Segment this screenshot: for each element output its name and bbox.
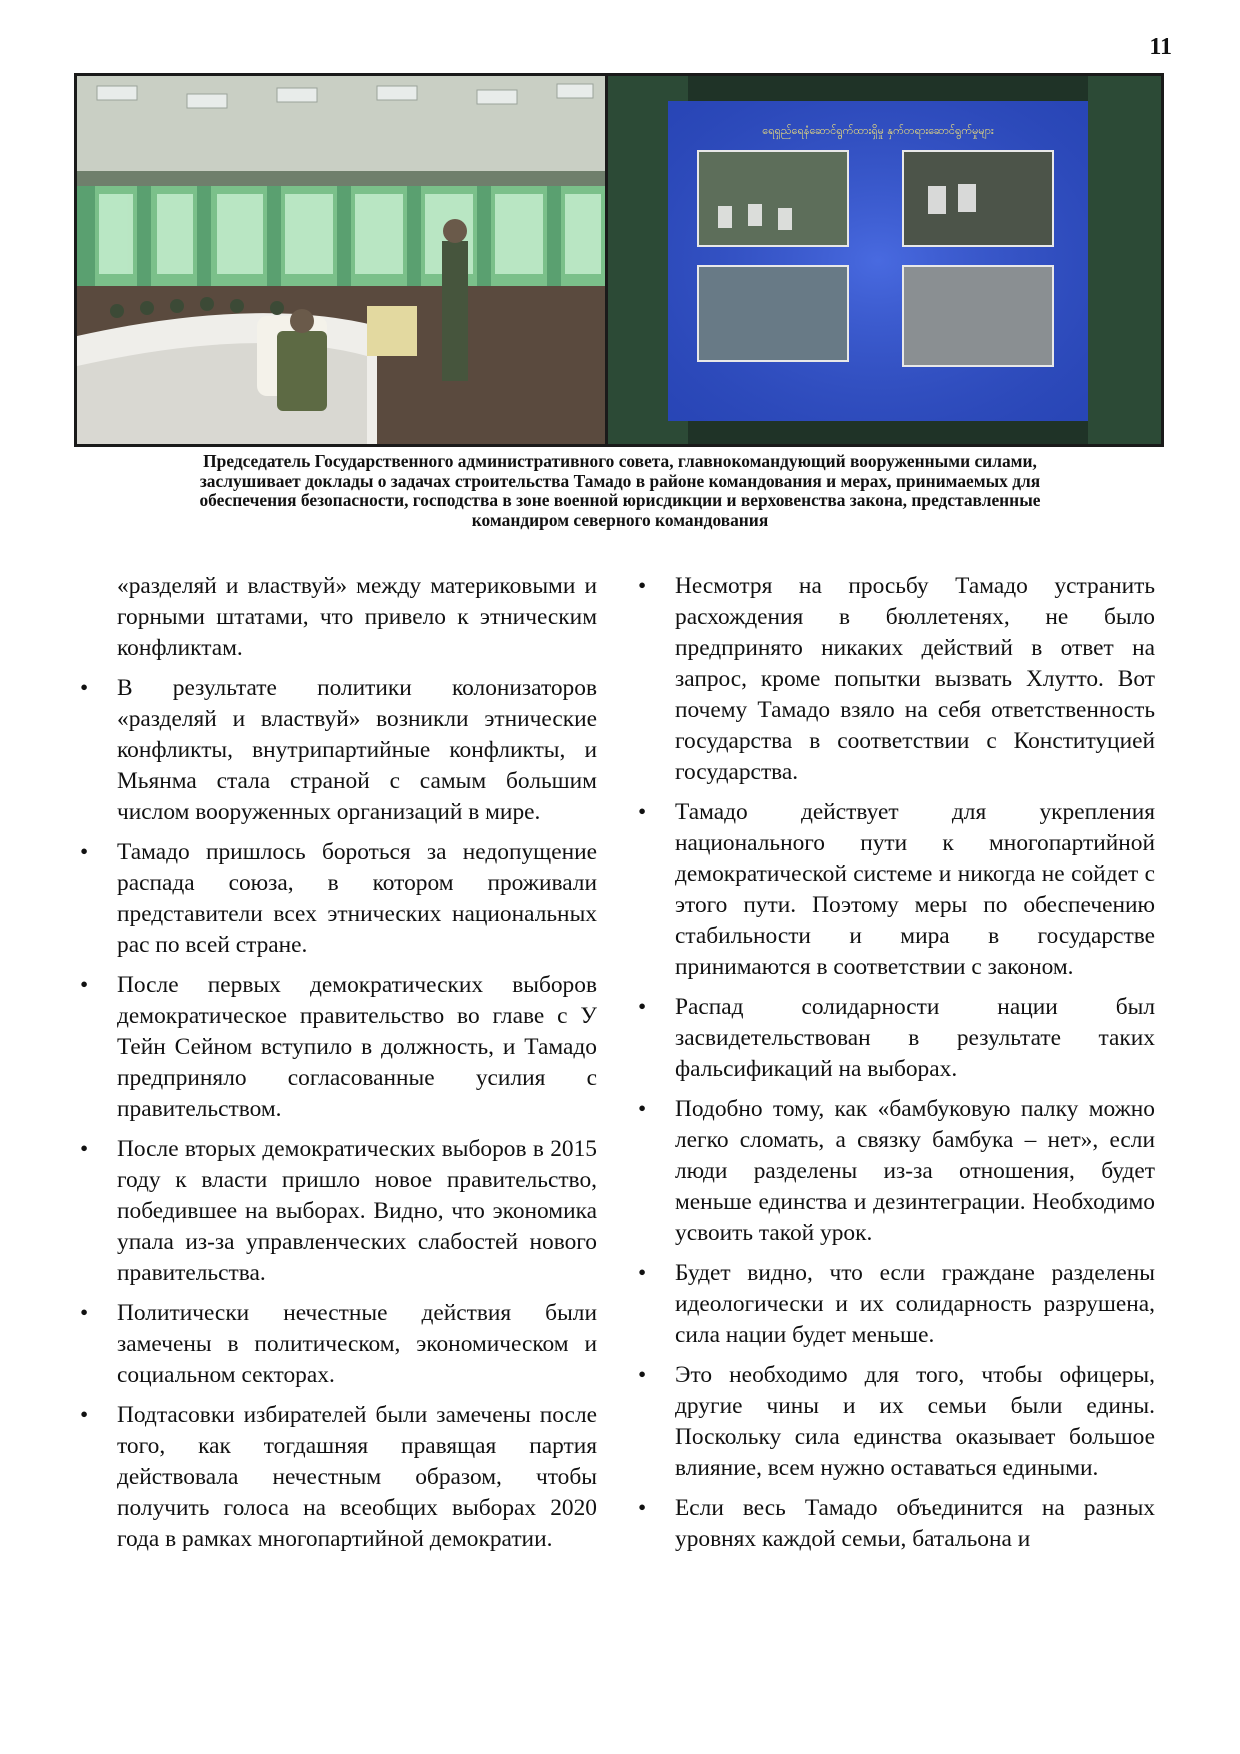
bullet-item: • Будет видно, что если граждане разделены идеологически и их солидарность разрушена, сила нации будет меньше. [675,1258,1155,1351]
caption-line: Председатель Государственного административного совета, главнокомандующий вооруженными силами, [203,451,1037,471]
paragraph-continuation: «разделяй и властвуй» между материковыми и горными штатами, что привело к этническим конфликтам. [117,573,597,661]
bullet-item: • После первых демократических выборов демократическое правительство во главе с У Тейн Сейном вступило в должность, и Тамадо предприняло согласованные усилия с правительством. [117,970,597,1125]
projector-screen-illustration [608,76,1161,444]
left-column [117,571,597,1564]
page-number: 11 [1149,34,1172,60]
meeting-hall-photo [77,76,605,444]
bullet-item: • Несмотря на просьбу Тамадо устранить расхождения в бюллетенях, не было предпринято никаких действий в ответ на запрос, кроме попытки вызвать Хлутто. Вот почему Тамадо взяло на себя ответственность государства в соответствии с Конституцией государства. [675,571,1155,788]
bullet-item: • Подтасовки избирателей были замечены после того, как тогдашняя правящая партия действовала нечестным образом, чтобы получить голоса на всеобщих выборах 2020 года в рамках многопартийной демократии. [117,1400,597,1555]
bullet-item: • Если весь Тамадо объединится на разных уровнях каждой семьи, батальона и [675,1493,1155,1555]
caption-line: обеспечения безопасности, господства в зоне военной юрисдикции и верховенства закона, представленные [199,490,1041,510]
bullet-item: • В результате политики колонизаторов «разделяй и властвуй» возникли этнические конфликты, внутрипартийные конфликты, и Мьянма стала страной с самым большим числом вооруженных организаций в мире. [117,673,597,828]
figure-photo [74,73,1164,447]
caption-line: командиром северного командования [471,509,769,530]
caption-line: заслушивает доклады о задачах строительства Тамадо в районе командования и мерах, принимаемых для [199,470,1041,491]
meeting-hall-illustration [77,76,605,444]
figure-caption [100,452,1140,530]
bullet-item: • Это необходимо для того, чтобы офицеры, другие чины и их семьи были едины. Поскольку сила единства оказывает большое влияние, всем нужно оставаться едиными. [675,1360,1155,1484]
bullet-item: • Политически нечестные действия были замечены в политическом, экономическом и социальном секторах. [117,1298,597,1391]
bullet-item: • Распад солидарности нации был засвидетельствован в результате таких фальсификаций на выборах. [675,992,1155,1085]
bullet-item: • Подобно тому, как «бамбуковую палку можно легко сломать, а связку бамбука – нет», если люди разделены из-за отношения, будет меньше единства и дезинтеграции. Необходимо усвоить такой урок. [675,1094,1155,1249]
bullet-item: • Тамадо действует для укрепления национального пути к многопартийной демократической системе и никогда не сойдет с этого пути. Поэтому меры по обеспечению стабильности и мира в государстве принимаются в соответствии с законом. [675,797,1155,983]
bullet-item: • Тамадо пришлось бороться за недопущение распада союза, в котором проживали представители всех этнических национальных рас по всей стране. [117,837,597,961]
projector-screen-photo [608,76,1161,444]
bullet-item: • После вторых демократических выборов в 2015 году к власти пришло новое правительство, победившее на выборах. Видно, что экономика упала из-за управленческих слабостей нового правительства. [117,1134,597,1289]
screen-title: ရေရှည်ရေနံဆောင်ရွက်ထားရှိမှု နှက်တရားဆောင်ရွက်မှုများ [762,124,994,137]
right-column [675,571,1155,1564]
